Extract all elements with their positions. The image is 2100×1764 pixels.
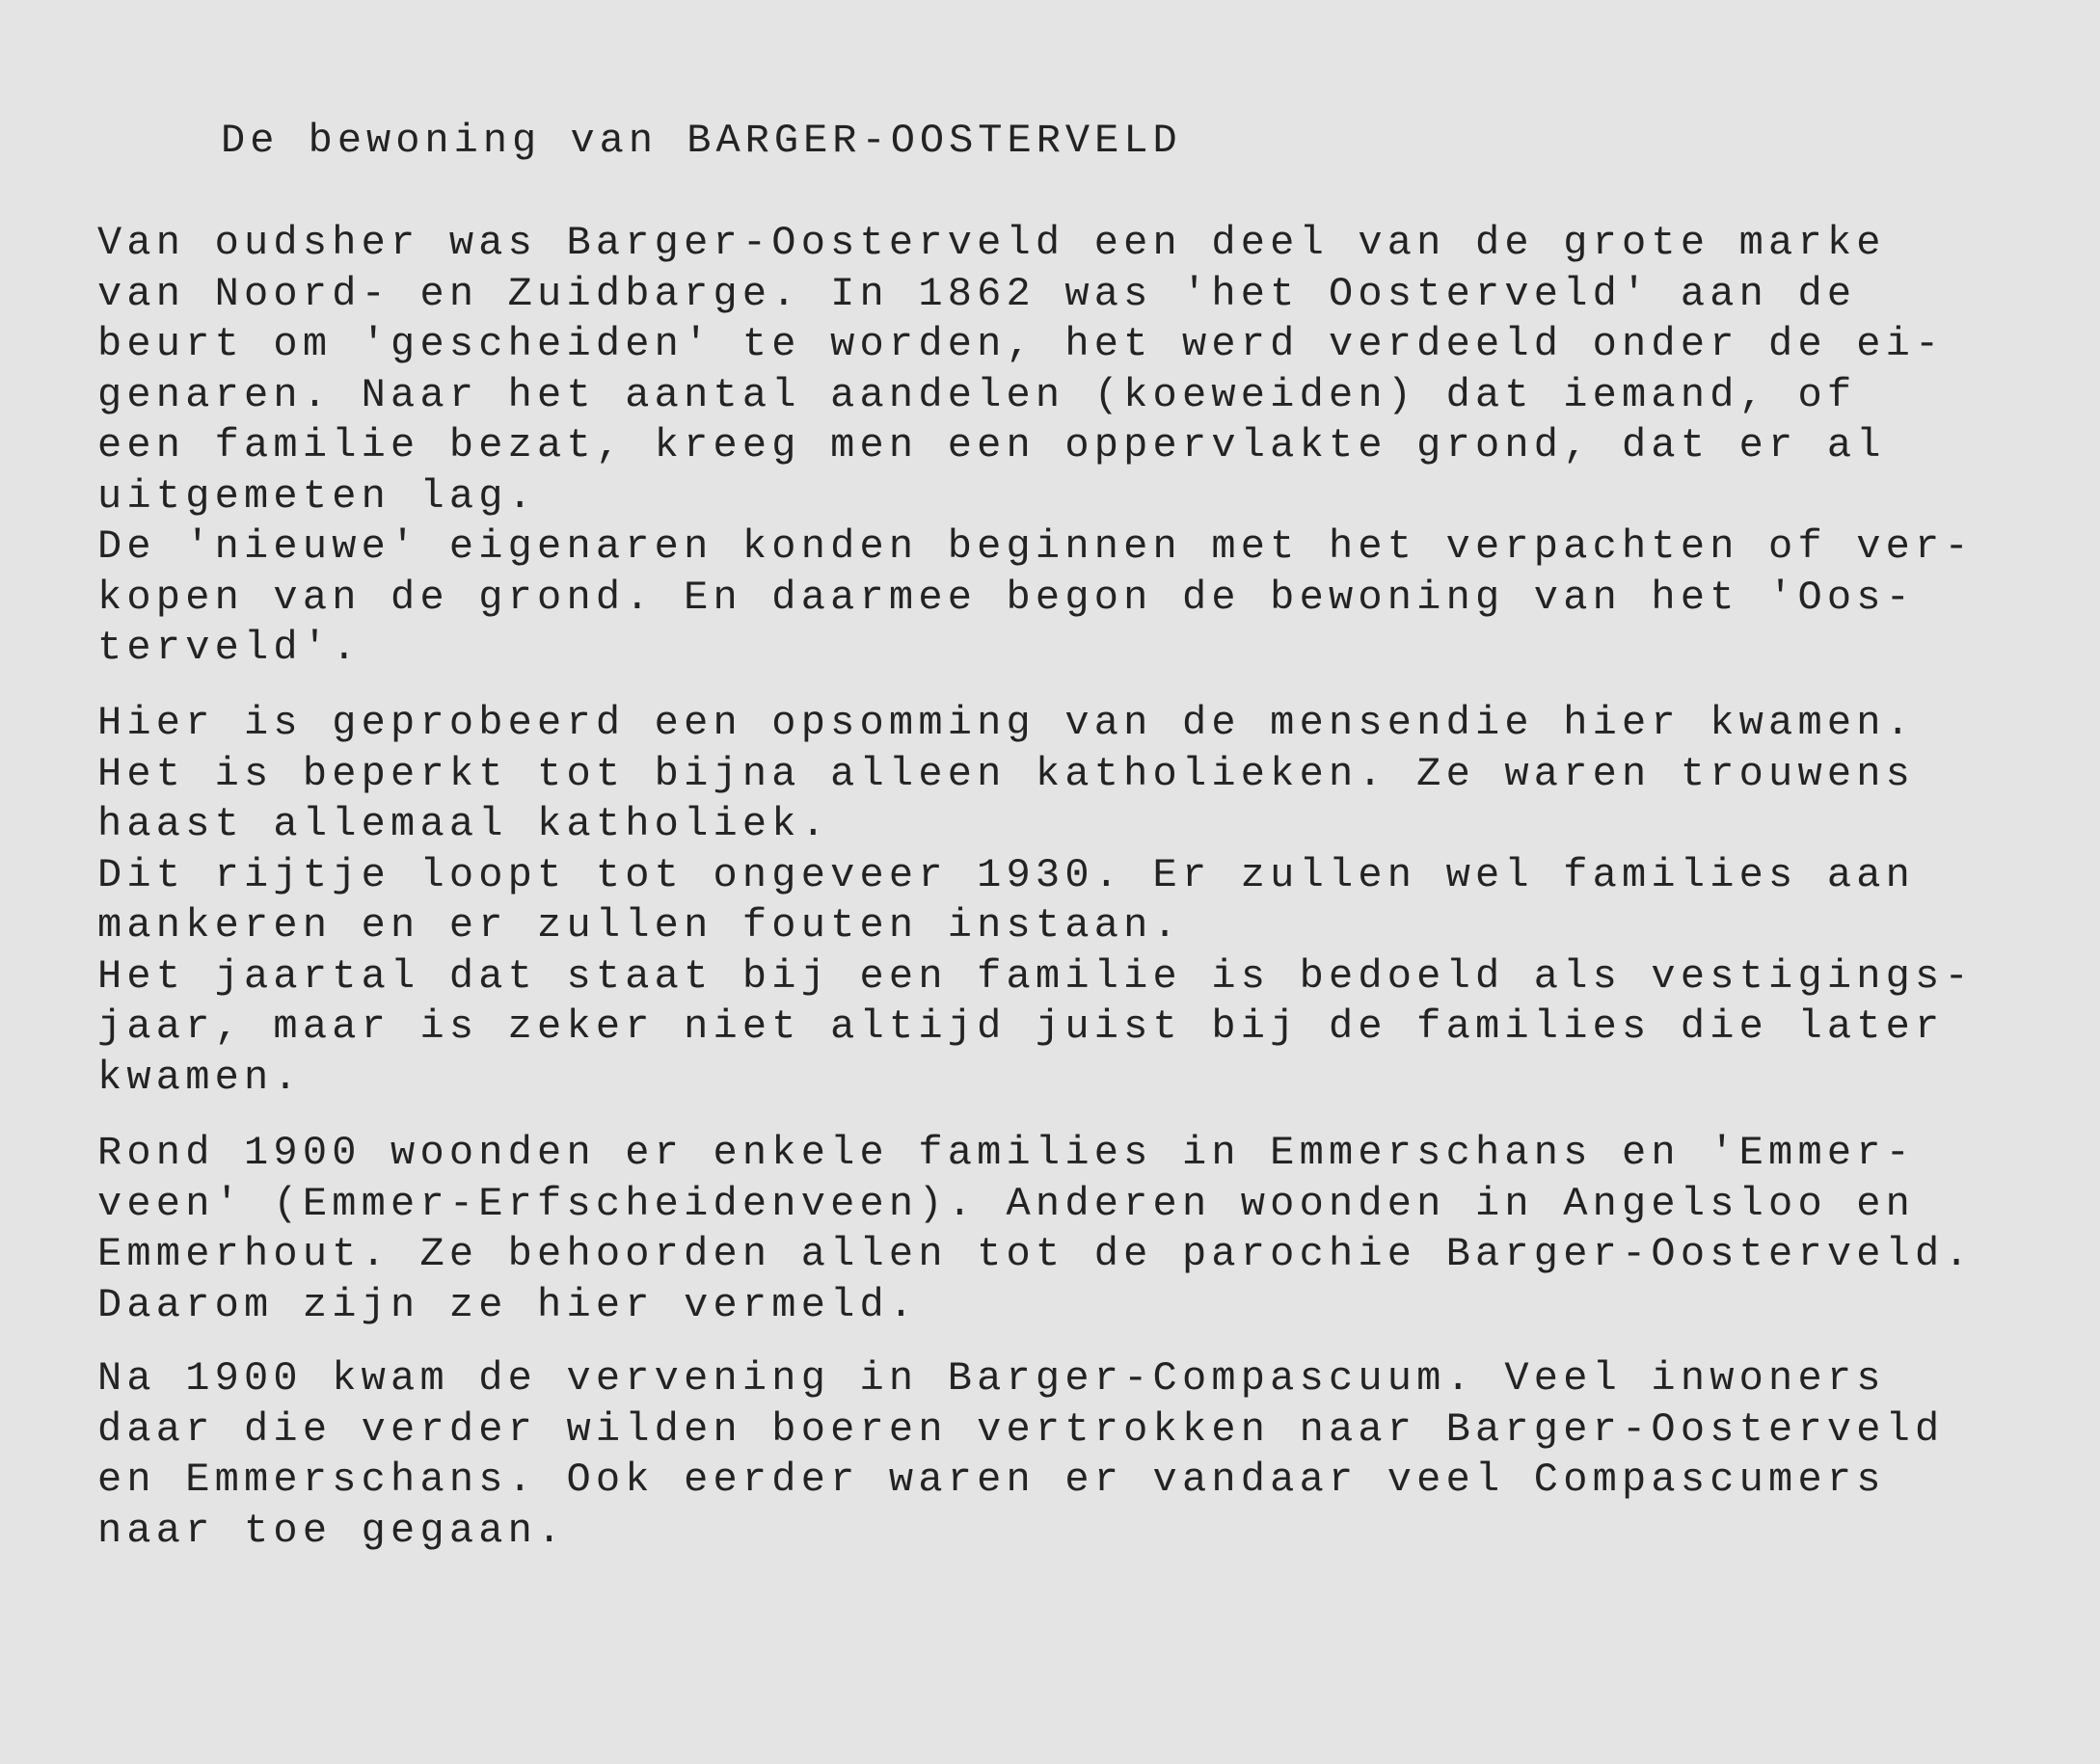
text-line: jaar, maar is zeker niet altijd juist bij de families die later — [97, 1003, 1945, 1050]
text-line: Hier is geprobeerd een opsomming van de mensendie hier kwamen. — [97, 700, 1916, 746]
text-line: De 'nieuwe' eigenaren konden beginnen met het verpachten of ver- — [97, 523, 1974, 570]
text-line: naar toe gegaan. — [97, 1507, 567, 1554]
text-line: Dit rijtje loopt tot ongeveer 1930. Er zullen wel families aan — [97, 851, 1916, 898]
paragraph-3 — [97, 1128, 1974, 1330]
text-line: uitgemeten lag. — [97, 472, 538, 520]
text-line: Het jaartal dat staat bij een familie is bedoeld als vestigings- — [97, 952, 1974, 1000]
text-line: Rond 1900 woonden er enkele families in Emmerschans en 'Emmer- — [97, 1130, 1916, 1176]
text-line: genaren. Naar het aantal aandelen (koeweiden) dat iemand, of — [97, 371, 1857, 418]
text-line: Van oudsher was Barger-Oosterveld een deel van de grote marke — [97, 220, 1886, 266]
paragraph-2 — [97, 698, 1974, 1103]
text-line: terveld'. — [97, 625, 362, 671]
paragraph-4 — [97, 1353, 1944, 1556]
text-line: Emmerhout. Ze behoorden allen tot de parochie Barger-Oosterveld. — [97, 1231, 1974, 1277]
text-line: Daarom zijn ze hier vermeld. — [97, 1281, 919, 1328]
text-line: veen' (Emmer-Erfscheidenveen). Anderen woonden in Angelsloo en — [97, 1180, 1916, 1227]
paragraph-1 — [97, 218, 1974, 674]
text-line: beurt om 'gescheiden' te worden, het werd verdeeld onder de ei- — [97, 321, 1945, 367]
text-line: kopen van de grond. En daarmee begon de bewoning van het 'Oos- — [97, 574, 1916, 621]
text-line: mankeren en er zullen fouten instaan. — [97, 902, 1182, 949]
text-line: van Noord- en Zuidbarge. In 1862 was 'het Oosterveld' aan de — [97, 270, 1857, 317]
text-line: kwamen. — [97, 1054, 303, 1101]
document-title: De bewoning van BARGER-OOSTERVELD — [221, 118, 1182, 164]
text-line: Het is beperkt tot bijna alleen katholieken. Ze waren trouwens — [97, 750, 1916, 797]
text-line: daar die verder wilden boeren vertrokken naar Barger-Oosterveld — [97, 1405, 1945, 1453]
text-line: een familie bezat, kreeg men een oppervlakte grond, dat er al — [97, 422, 1886, 468]
text-line: en Emmerschans. Ook eerder waren er vandaar veel Compascumers — [97, 1457, 1886, 1503]
text-line: Na 1900 kwam de vervening in Barger-Compascuum. Veel inwoners — [97, 1355, 1886, 1402]
text-line: haast allemaal katholiek. — [97, 801, 831, 847]
